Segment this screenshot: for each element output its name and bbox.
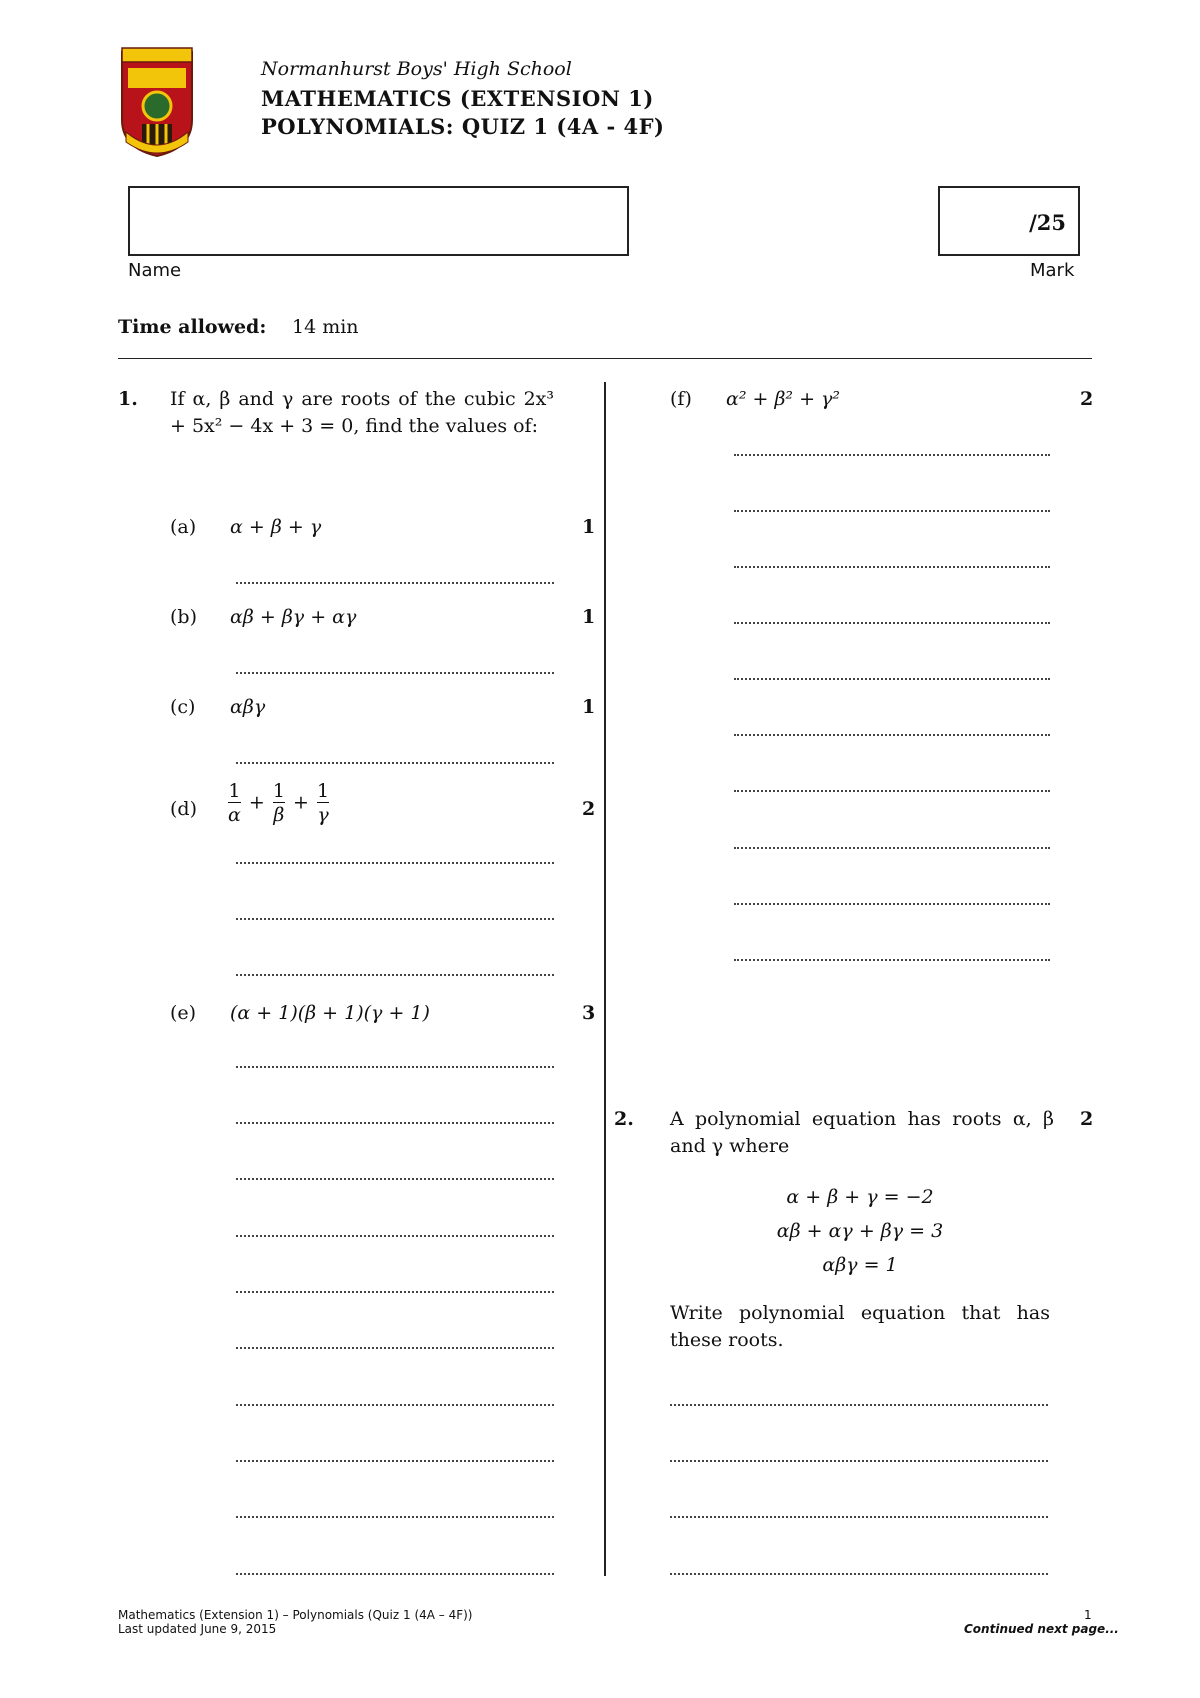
- q1f-answer-line[interactable]: [734, 903, 1050, 905]
- q2-answer-line[interactable]: [670, 1516, 1048, 1518]
- footer-page-number: 1: [1084, 1608, 1092, 1622]
- q1d-fraction-beta: $\frac{1}{\beta}$: [272, 780, 285, 826]
- q1e-answer-line[interactable]: [236, 1122, 554, 1124]
- time-allowed-value: 14 min: [292, 316, 359, 338]
- q2-instruction: Write polynomial equation that has these roots.: [670, 1302, 1050, 1351]
- name-label: Name: [128, 260, 182, 281]
- q1d-marks: 2: [582, 798, 596, 820]
- q1c-expression: αβγ: [230, 696, 266, 718]
- q1f-label: (f): [670, 388, 692, 410]
- q1d-fraction-gamma: $\frac{1}{\gamma}$: [316, 780, 330, 826]
- q1e-expression: (α + 1)(β + 1)(γ + 1): [230, 1002, 430, 1024]
- header-rule: [118, 358, 1092, 359]
- footer-title: Mathematics (Extension 1) – Polynomials (Quiz 1 (4A – 4F)): [118, 1608, 473, 1622]
- quiz-title: POLYNOMIALS: QUIZ 1 (4A - 4F): [261, 114, 665, 139]
- q2-marks: 2: [1080, 1108, 1094, 1130]
- q1-number: 1.: [118, 388, 138, 410]
- q1b-marks: 1: [582, 606, 596, 628]
- q1d-label: (d): [170, 798, 197, 820]
- q1e-answer-line[interactable]: [236, 1460, 554, 1462]
- q2-equation-product: αβγ = 1: [822, 1254, 898, 1276]
- q1c-answer-line[interactable]: [236, 762, 554, 764]
- q2-equation-pairs: αβ + αγ + βγ = 3: [776, 1220, 944, 1242]
- q2-equations: [720, 1180, 1000, 1282]
- footer-continued: Continued next page...: [964, 1622, 1119, 1636]
- q1e-answer-line[interactable]: [236, 1573, 554, 1575]
- time-allowed-label: Time allowed:: [118, 316, 267, 338]
- q1b-answer-line[interactable]: [236, 672, 554, 674]
- q1b-label: (b): [170, 606, 197, 628]
- q2-answer-line[interactable]: [670, 1573, 1048, 1575]
- q2-number: 2.: [614, 1108, 634, 1130]
- subject-title: MATHEMATICS (EXTENSION 1): [261, 86, 654, 111]
- q1a-expression: α + β + γ: [230, 516, 322, 538]
- q1e-answer-line[interactable]: [236, 1235, 554, 1237]
- q2-answer-line[interactable]: [670, 1460, 1048, 1462]
- name-input-box[interactable]: [128, 186, 629, 256]
- q1f-answer-line[interactable]: [734, 678, 1050, 680]
- q1f-answer-line[interactable]: [734, 847, 1050, 849]
- q1f-answer-line[interactable]: [734, 959, 1050, 961]
- mark-total: /25: [1029, 210, 1066, 235]
- q1c-marks: 1: [582, 696, 596, 718]
- q1-text: If α, β and γ are roots of the cubic 2x³ + 5x² − 4x + 3 = 0, find the values of:: [170, 388, 554, 437]
- q1f-answer-line[interactable]: [734, 510, 1050, 512]
- q1f-expression: α² + β² + γ²: [726, 388, 841, 410]
- q1f-answer-line[interactable]: [734, 566, 1050, 568]
- q1e-answer-line[interactable]: [236, 1347, 554, 1349]
- q1d-answer-line[interactable]: [236, 918, 554, 920]
- q1e-answer-line[interactable]: [236, 1404, 554, 1406]
- q1a-label: (a): [170, 516, 197, 538]
- q1d-answer-line[interactable]: [236, 974, 554, 976]
- q1a-answer-line[interactable]: [236, 582, 554, 584]
- q1d-expression: $\frac{1}{\alpha}$ + $\frac{1}{\beta}$ + $\frac{1}{\gamma}$: [228, 780, 330, 826]
- footer-updated: Last updated June 9, 2015: [118, 1622, 277, 1636]
- q1f-answer-line[interactable]: [734, 454, 1050, 456]
- q1f-answer-line[interactable]: [734, 622, 1050, 624]
- q1a-marks: 1: [582, 516, 596, 538]
- q1e-label: (e): [170, 1002, 197, 1024]
- mark-label: Mark: [1030, 260, 1075, 281]
- q1f-answer-line[interactable]: [734, 734, 1050, 736]
- q1e-answer-line[interactable]: [236, 1178, 554, 1180]
- q1e-marks: 3: [582, 1002, 596, 1024]
- q1f-answer-line[interactable]: [734, 790, 1050, 792]
- q2-text: A polynomial equation has roots α, β and γ where: [670, 1108, 1054, 1157]
- mark-box[interactable]: [938, 186, 1080, 256]
- q1b-expression: αβ + βγ + αγ: [230, 606, 357, 628]
- column-divider: [604, 382, 606, 1576]
- q2-answer-line[interactable]: [670, 1404, 1048, 1406]
- q1e-answer-line[interactable]: [236, 1516, 554, 1518]
- q1e-answer-line[interactable]: [236, 1066, 554, 1068]
- q1d-fraction-alpha: $\frac{1}{\alpha}$: [228, 780, 241, 826]
- q2-equation-sum: α + β + γ = −2: [786, 1186, 934, 1208]
- q1f-marks: 2: [1080, 388, 1094, 410]
- q1d-answer-line[interactable]: [236, 862, 554, 864]
- q1e-answer-line[interactable]: [236, 1291, 554, 1293]
- school-crest-logo: [120, 46, 194, 158]
- school-name: Normanhurst Boys' High School: [261, 58, 572, 80]
- q1c-label: (c): [170, 696, 196, 718]
